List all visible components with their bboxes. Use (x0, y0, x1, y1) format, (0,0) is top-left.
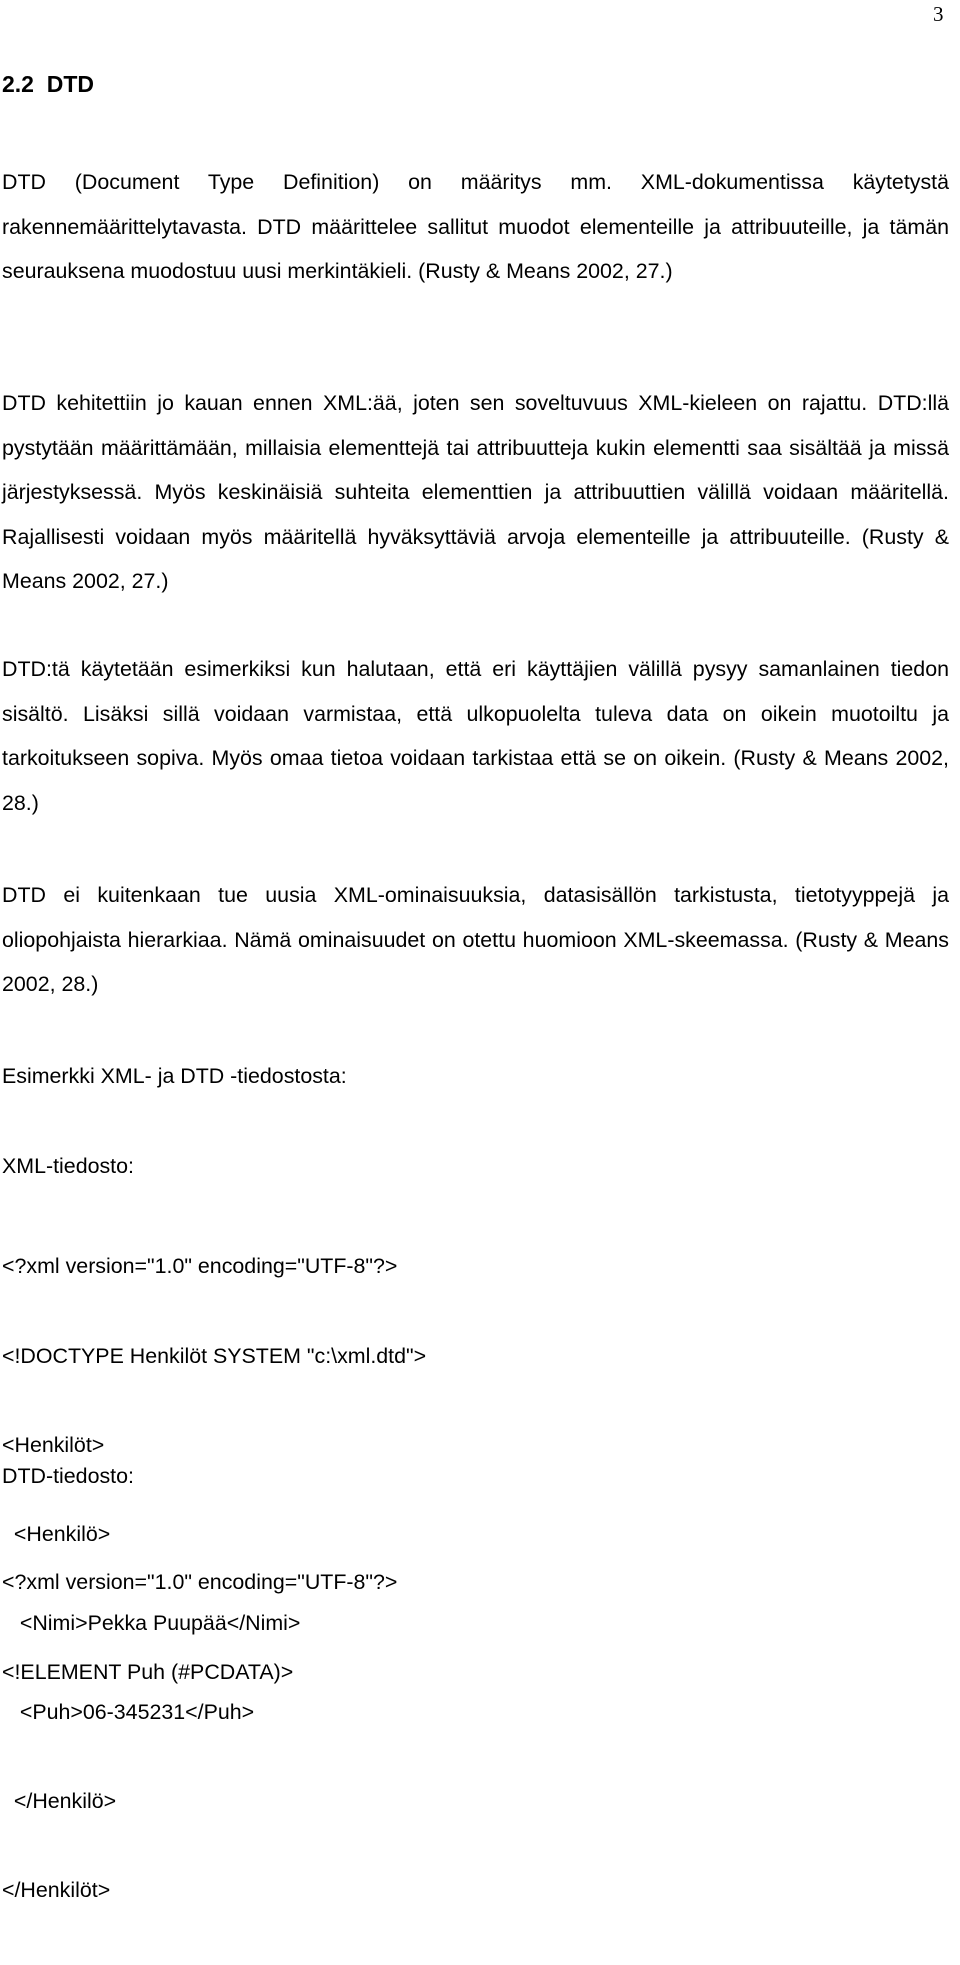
dtd-file-label: DTD-tiedosto: (2, 1464, 134, 1488)
paragraph-dtd-usage: DTD:tä käytetään esimerkiksi kun halutaan, että eri käyttäjien välillä pysyy samanlainen tiedon sisältö. Lisäksi sillä voidaan varmistaa, että ulkopuolelta tuleva data on oikein muotoiltu ja tarkoitukseen sopiva. Myös omaa tietoa voidaan tarkistaa että se on oikein. (Rusty & Means 2002, 28.) (2, 657, 949, 815)
paragraph-dtd-history: DTD kehitettiin jo kauan ennen XML:ää, joten sen soveltuvuus XML-kieleen on rajattu. DTD:llä pystytään määrittämään, millaisia elementtejä tai attribuutteja kukin elementti saa sisältää ja missä järjestyksessä. Myös keskinäisiä suhteita elementtien ja attribuuttien välillä voidaan määritellä. Rajallisesti voidaan myös määritellä hyväksyttäviä arvoja elementeille ja attribuuteille. (Rusty & Means 2002, 27.) (2, 391, 949, 593)
code-line: <!ELEMENT Puh (#PCDATA)> (2, 1659, 294, 1684)
xml-file-label: XML-tiedosto: (2, 1154, 134, 1178)
code-line: <Puh>06-345231</Puh> (2, 1699, 255, 1724)
paragraph-dtd-definition: DTD (Document Type Definition) on määritys mm. XML-dokumentissa käytetystä rakennemäärittelytavasta. DTD määrittelee sallitut muodot elementeille ja attribuuteille, ja tämän seurauksena muodostuu uusi merkintäkieli. (Rusty & Means 2002, 27.) (2, 170, 949, 283)
code-line: <Nimi>Pekka Puupää</Nimi> (2, 1610, 301, 1635)
paragraph-dtd-limitations: DTD ei kuitenkaan tue uusia XML-ominaisuuksia, datasisällön tarkistusta, tietotyyppejä ja oliopohjaista hierarkiaa. Nämä ominaisuudet on otettu huomioon XML-skeemassa. (Rusty & Means 2002, 28.) (2, 883, 949, 996)
dtd-code-block (2, 1509, 397, 1747)
page-number: 3 (933, 2, 944, 26)
code-line: </Henkilöt> (2, 1878, 111, 1903)
code-line: <Henkilö> (2, 1521, 111, 1546)
code-line: <Henkilöt> (2, 1432, 105, 1457)
example-title: Esimerkki XML- ja DTD -tiedostosta: (2, 1064, 347, 1088)
code-line: <?xml version="1.0" encoding="UTF-8"?> (2, 1254, 398, 1279)
code-line: </Henkilö> (2, 1788, 117, 1813)
code-line: <!DOCTYPE Henkilöt SYSTEM "c:\xml.dtd"> (2, 1343, 427, 1368)
code-line: <?xml version="1.0" encoding="UTF-8"?> (2, 1570, 398, 1595)
section-heading: 2.2 DTD (2, 71, 95, 97)
